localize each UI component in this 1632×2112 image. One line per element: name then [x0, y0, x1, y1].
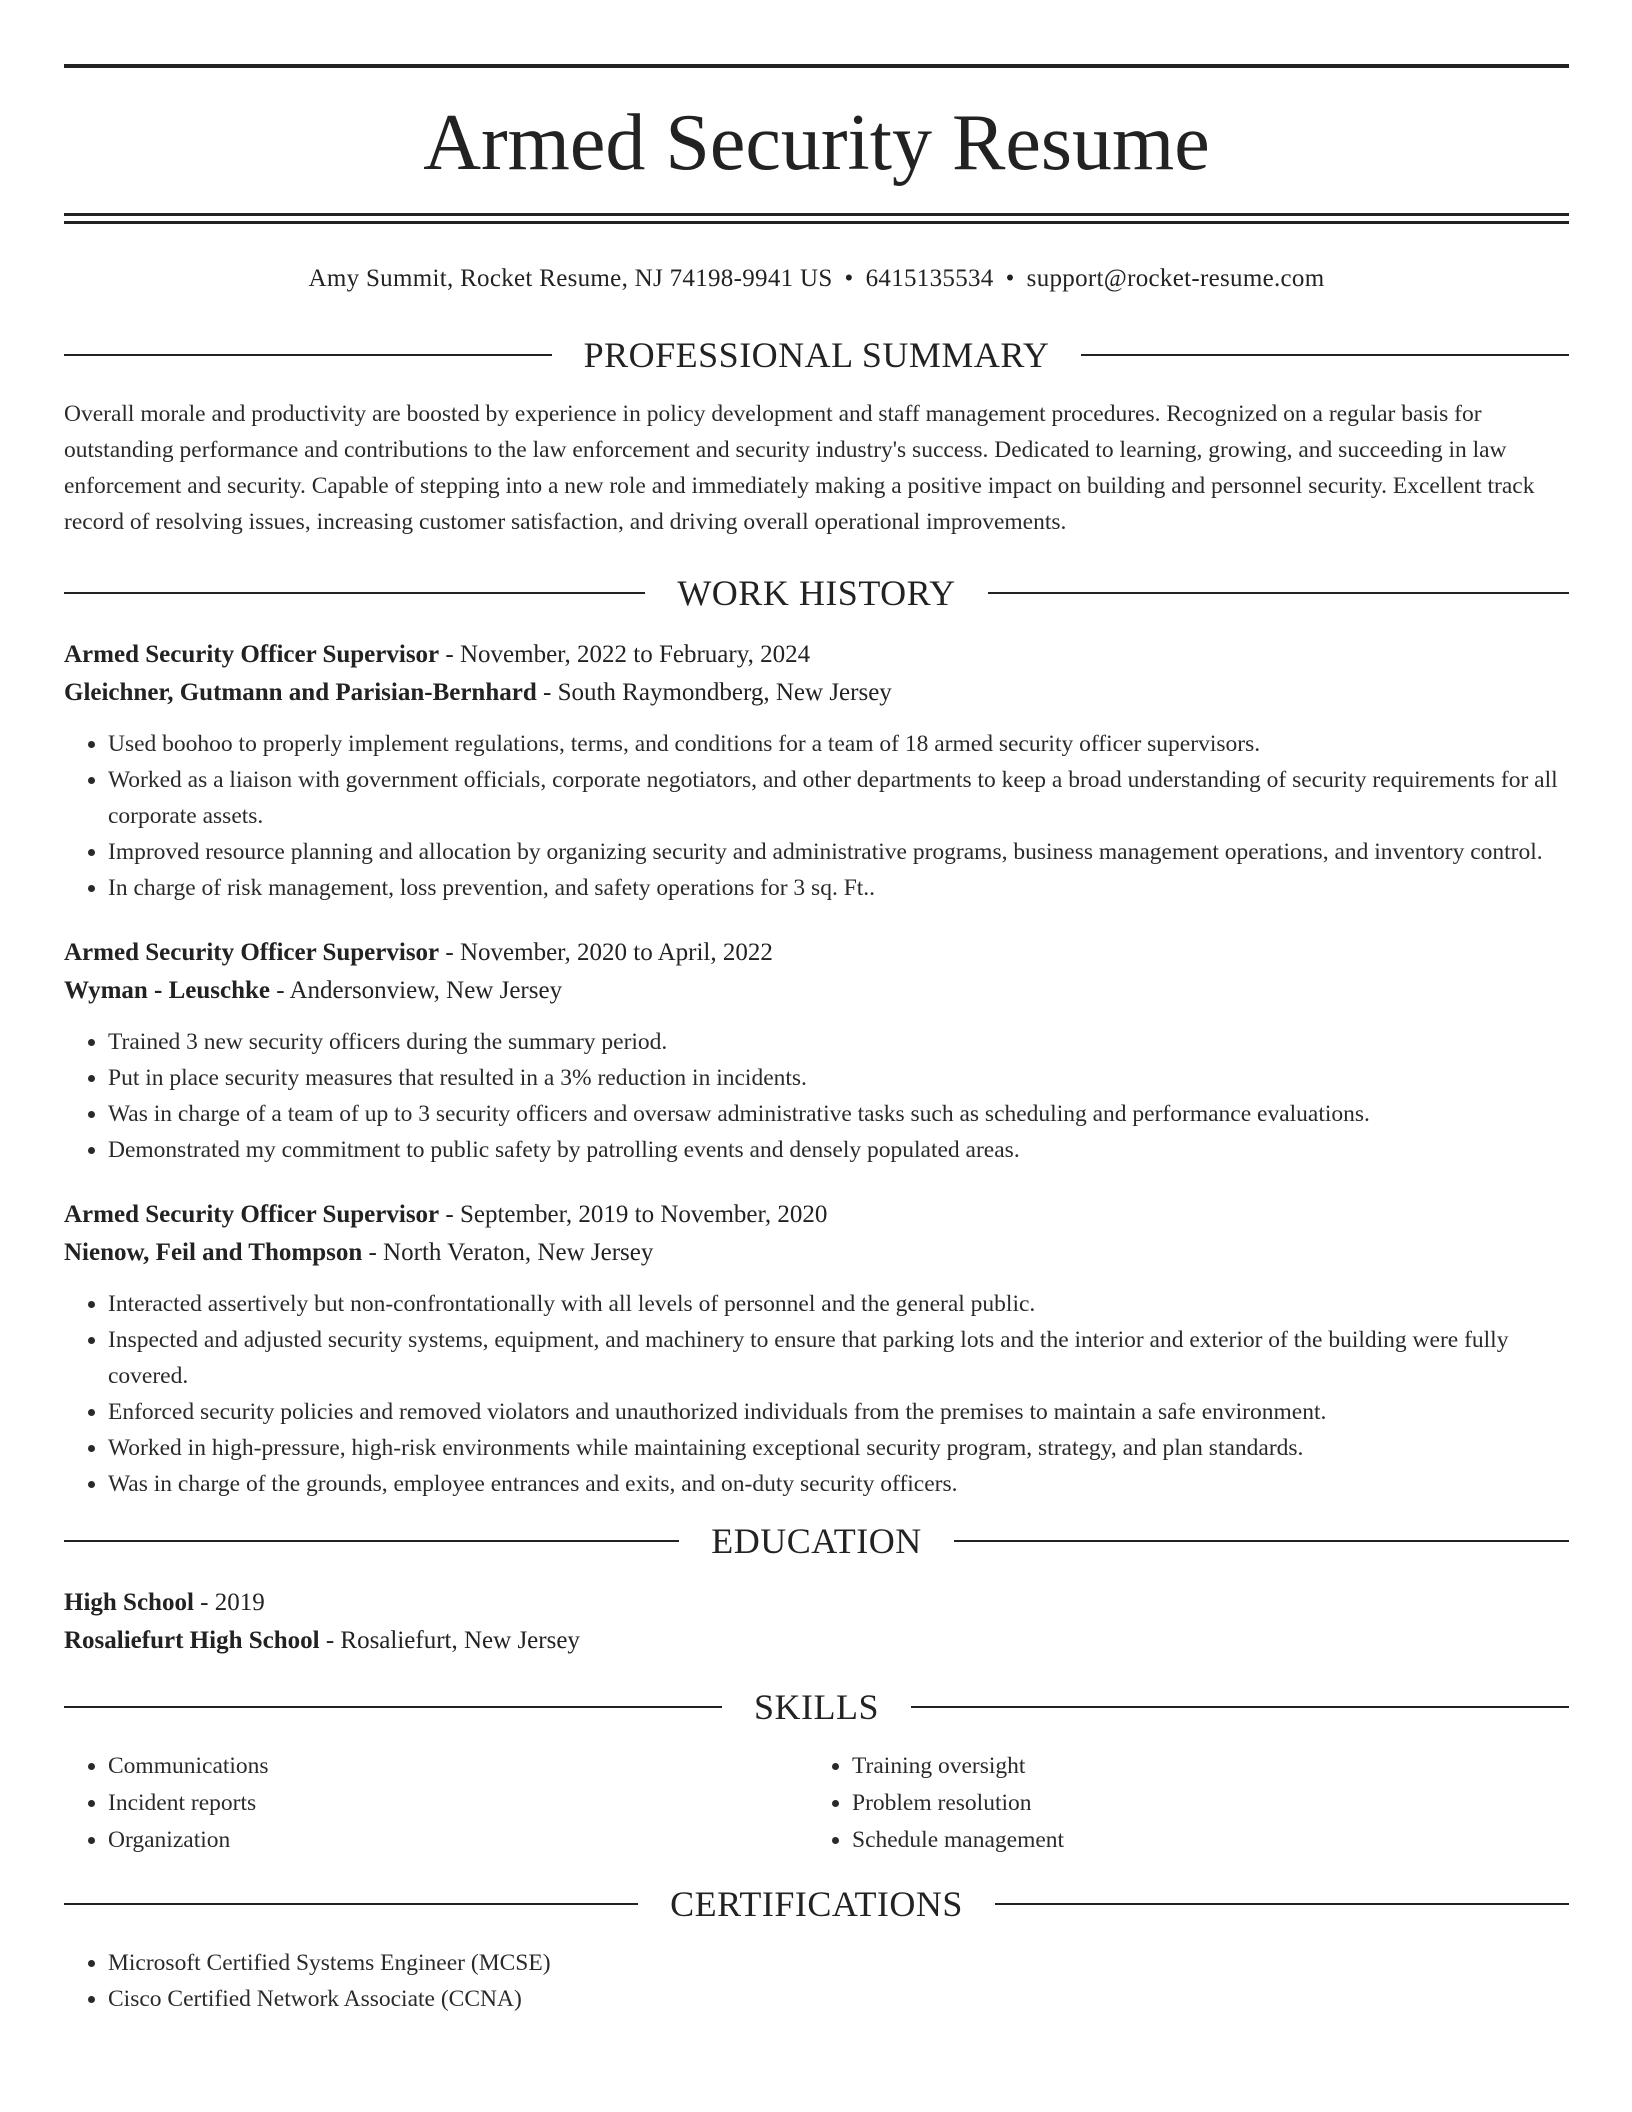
list-item: • Problem resolution — [852, 1785, 1552, 1822]
job-company-line — [64, 1234, 1569, 1272]
resume-page — [64, 64, 1569, 2017]
list-item: • Put in place security measures that resulted in a 3% reduction in incidents. — [108, 1060, 1569, 1096]
job-title: Armed Security Officer Supervisor — [64, 641, 440, 668]
job-title-line — [64, 934, 1569, 972]
list-item: • Organization — [108, 1822, 808, 1859]
section-header-work — [64, 570, 1569, 616]
list-item: • Trained 3 new security officers during the summary period. — [108, 1024, 1569, 1060]
job-dates: - September, 2019 to November, 2020 — [439, 1201, 828, 1228]
list-item: • Training oversight — [852, 1748, 1552, 1785]
list-item: • Schedule management — [852, 1822, 1552, 1859]
list-item: • Microsoft Certified Systems Engineer (MCSE) — [108, 1945, 1569, 1981]
education-school-line — [64, 1622, 1569, 1660]
divider — [995, 1903, 1569, 1905]
list-item: • Incident reports — [108, 1785, 808, 1822]
job-dates: - November, 2022 to February, 2024 — [439, 641, 811, 668]
education-degree: High School — [64, 1589, 194, 1616]
divider — [911, 1706, 1569, 1708]
divider — [64, 1706, 722, 1708]
skills-list — [64, 1748, 1569, 1859]
list-item: • Was in charge of a team of up to 3 security officers and oversaw administrative tasks such as scheduling and performance evaluations. — [108, 1096, 1569, 1132]
job-location: - North Veraton, New Jersey — [362, 1239, 654, 1266]
skills-column-right — [808, 1748, 1552, 1859]
section-title: SKILLS — [754, 1687, 880, 1727]
education-school: Rosaliefurt High School — [64, 1627, 320, 1654]
job-company: Wyman - Leuschke — [64, 977, 271, 1004]
contact-address: Amy Summit, Rocket Resume, NJ 74198-9941 US — [308, 265, 833, 292]
education-location: - Rosaliefurt, New Jersey — [319, 1627, 580, 1654]
divider — [988, 592, 1569, 594]
job-bullets — [64, 1024, 1569, 1168]
list-item: • Worked in high-pressure, high-risk environments while maintaining exceptional security program, strategy, and plan standards. — [108, 1430, 1569, 1466]
job-location: - South Raymondberg, New Jersey — [536, 679, 892, 706]
section-title: EDUCATION — [711, 1521, 922, 1561]
contact-separator: • — [1005, 265, 1015, 292]
certifications-list — [64, 1945, 1569, 2017]
job-company-line — [64, 972, 1569, 1010]
resume-title: Armed Security Resume — [423, 99, 1210, 187]
job-entry — [64, 1196, 1569, 1502]
job-bullets — [64, 1286, 1569, 1502]
list-item: • Cisco Certified Network Associate (CCNA) — [108, 1981, 1569, 2017]
job-company: Nienow, Feil and Thompson — [64, 1239, 363, 1266]
section-title: WORK HISTORY — [677, 573, 956, 613]
section-header-certifications — [64, 1881, 1569, 1927]
divider — [64, 1540, 679, 1542]
title-double-rule — [64, 213, 1569, 224]
section-header-summary — [64, 332, 1569, 378]
list-item: • Used boohoo to properly implement regulations, terms, and conditions for a team of 18 armed security officer supervisors. — [108, 726, 1569, 762]
divider — [1081, 354, 1569, 356]
summary-text: Overall morale and productivity are boosted by experience in policy development and staff management procedures. Recognized on a regular basis for outstanding performance and contributions to the law enforcement and security industry's success. Dedicated to learning, growing, and succeeding in law enforcement and security. Capable of stepping into a new role and immediately making a positive impact on building and personnel security. Excellent track record of resolving issues, increasing customer satisfaction, and driving overall operational improvements. — [64, 401, 1535, 535]
job-title: Armed Security Officer Supervisor — [64, 1201, 440, 1228]
section-title: PROFESSIONAL SUMMARY — [583, 335, 1050, 375]
divider — [64, 354, 552, 356]
contact-phone: 6415135534 — [865, 265, 994, 292]
job-title-line — [64, 1196, 1569, 1234]
job-location: - Andersonview, New Jersey — [270, 977, 563, 1004]
section-title: CERTIFICATIONS — [670, 1884, 963, 1924]
contact-email: support@rocket-resume.com — [1026, 265, 1325, 292]
education-degree-line — [64, 1584, 1569, 1622]
top-rule — [64, 64, 1569, 68]
education-year: - 2019 — [193, 1589, 265, 1616]
list-item: • Communications — [108, 1748, 808, 1785]
divider — [64, 592, 645, 594]
list-item: • Enforced security policies and removed violators and unauthorized individuals from the premises to maintain a safe environment. — [108, 1394, 1569, 1430]
job-company-line — [64, 674, 1569, 712]
job-title-line — [64, 636, 1569, 674]
job-company: Gleichner, Gutmann and Parisian-Bernhard — [64, 679, 537, 706]
job-entry — [64, 934, 1569, 1168]
list-item: • Interacted assertively but non-confrontationally with all levels of personnel and the general public. — [108, 1286, 1569, 1322]
contact-line — [64, 262, 1569, 296]
skills-column-left — [64, 1748, 808, 1859]
job-title: Armed Security Officer Supervisor — [64, 939, 440, 966]
list-item: • Was in charge of the grounds, employee entrances and exits, and on-duty security officers. — [108, 1466, 1569, 1502]
list-item: • Worked as a liaison with government officials, corporate negotiators, and other departments to keep a broad understanding of security requirements for all corporate assets. — [108, 762, 1569, 834]
list-item: • Improved resource planning and allocation by organizing security and administrative programs, business management operations, and inventory control. — [108, 834, 1569, 870]
divider — [64, 1903, 638, 1905]
job-entry — [64, 636, 1569, 906]
list-item: • Inspected and adjusted security systems, equipment, and machinery to ensure that parking lots and the interior and exterior of the building were fully covered. — [108, 1322, 1569, 1394]
divider — [954, 1540, 1569, 1542]
contact-separator: • — [844, 265, 854, 292]
job-bullets — [64, 726, 1569, 906]
education-entry — [64, 1584, 1569, 1660]
list-item: • In charge of risk management, loss prevention, and safety operations for 3 sq. Ft.. — [108, 870, 1569, 906]
job-dates: - November, 2020 to April, 2022 — [439, 939, 773, 966]
section-header-education — [64, 1518, 1569, 1564]
list-item: • Demonstrated my commitment to public safety by patrolling events and densely populated areas. — [108, 1132, 1569, 1168]
section-header-skills — [64, 1684, 1569, 1730]
